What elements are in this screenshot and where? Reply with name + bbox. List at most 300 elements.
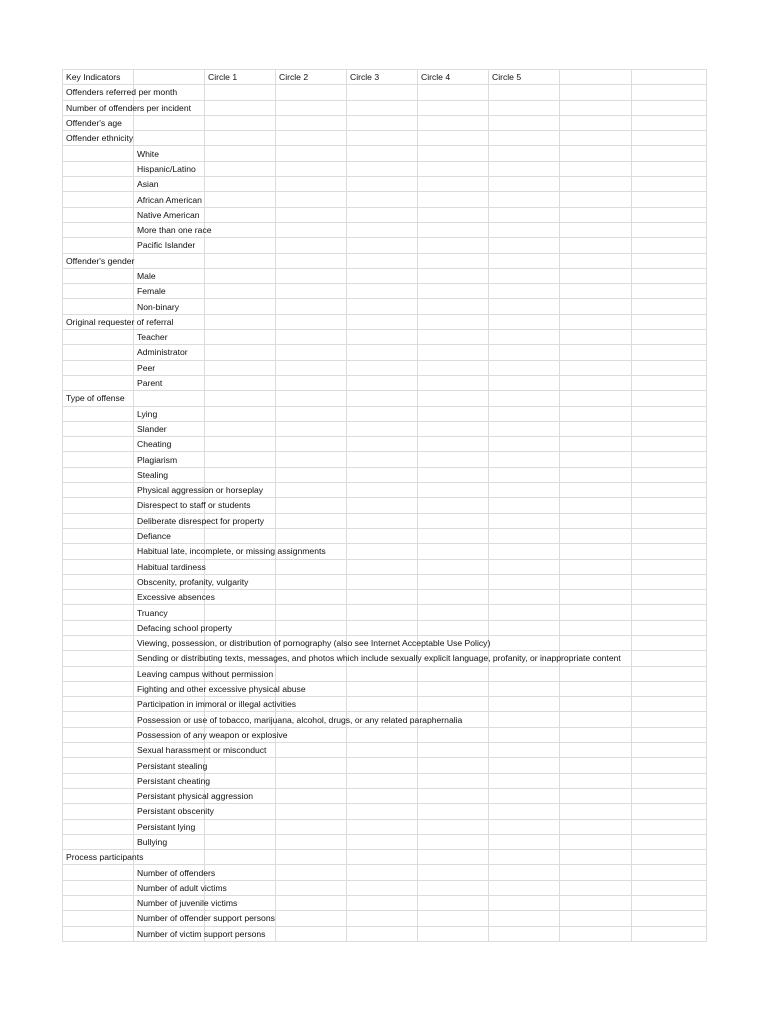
data-cell[interactable] bbox=[276, 559, 347, 574]
data-cell[interactable] bbox=[418, 498, 489, 513]
data-cell[interactable] bbox=[489, 85, 560, 100]
data-cell[interactable] bbox=[489, 681, 560, 696]
data-cell[interactable] bbox=[347, 146, 418, 161]
data-cell[interactable] bbox=[347, 161, 418, 176]
data-cell[interactable] bbox=[276, 115, 347, 130]
data-cell[interactable] bbox=[347, 391, 418, 406]
data-cell[interactable] bbox=[560, 712, 632, 727]
data-cell[interactable] bbox=[489, 345, 560, 360]
data-cell[interactable] bbox=[489, 880, 560, 895]
data-cell[interactable] bbox=[632, 528, 707, 543]
data-cell[interactable] bbox=[489, 253, 560, 268]
data-cell[interactable] bbox=[276, 222, 347, 237]
data-cell[interactable] bbox=[276, 161, 347, 176]
data-cell[interactable] bbox=[418, 467, 489, 482]
data-cell[interactable] bbox=[560, 177, 632, 192]
data-cell[interactable] bbox=[489, 146, 560, 161]
data-cell[interactable] bbox=[632, 314, 707, 329]
data-cell[interactable] bbox=[560, 375, 632, 390]
sub-indicator-cell[interactable]: Number of offenders bbox=[134, 865, 205, 880]
data-cell[interactable] bbox=[276, 314, 347, 329]
data-cell[interactable] bbox=[347, 788, 418, 803]
indicator-cell[interactable] bbox=[63, 911, 134, 926]
data-cell[interactable] bbox=[418, 911, 489, 926]
data-cell[interactable] bbox=[560, 421, 632, 436]
data-cell[interactable] bbox=[632, 911, 707, 926]
data-cell[interactable] bbox=[276, 146, 347, 161]
data-cell[interactable] bbox=[347, 544, 418, 559]
data-cell[interactable] bbox=[347, 192, 418, 207]
data-cell[interactable] bbox=[276, 131, 347, 146]
indicator-cell[interactable] bbox=[63, 681, 134, 696]
data-cell[interactable] bbox=[489, 467, 560, 482]
data-cell[interactable] bbox=[418, 222, 489, 237]
data-cell[interactable] bbox=[276, 804, 347, 819]
data-cell[interactable] bbox=[276, 513, 347, 528]
data-cell[interactable] bbox=[560, 559, 632, 574]
data-cell[interactable] bbox=[489, 406, 560, 421]
data-cell[interactable] bbox=[560, 804, 632, 819]
sub-indicator-cell[interactable]: Hispanic/Latino bbox=[134, 161, 205, 176]
data-cell[interactable] bbox=[276, 375, 347, 390]
data-cell[interactable] bbox=[560, 850, 632, 865]
data-cell[interactable] bbox=[205, 865, 276, 880]
data-cell[interactable] bbox=[418, 926, 489, 941]
indicator-cell[interactable] bbox=[63, 743, 134, 758]
data-cell[interactable] bbox=[560, 574, 632, 589]
data-cell[interactable] bbox=[347, 819, 418, 834]
data-cell[interactable] bbox=[560, 253, 632, 268]
indicator-cell[interactable] bbox=[63, 222, 134, 237]
data-cell[interactable] bbox=[418, 85, 489, 100]
data-cell[interactable] bbox=[276, 528, 347, 543]
indicator-cell[interactable] bbox=[63, 299, 134, 314]
sub-indicator-cell[interactable]: Defacing school property bbox=[134, 620, 205, 635]
data-cell[interactable] bbox=[632, 590, 707, 605]
data-cell[interactable] bbox=[276, 483, 347, 498]
data-cell[interactable] bbox=[632, 85, 707, 100]
data-cell[interactable] bbox=[489, 559, 560, 574]
indicator-cell[interactable]: Type of offense bbox=[63, 391, 134, 406]
data-cell[interactable] bbox=[632, 207, 707, 222]
data-cell[interactable] bbox=[489, 727, 560, 742]
data-cell[interactable] bbox=[560, 590, 632, 605]
data-cell[interactable] bbox=[347, 268, 418, 283]
data-cell[interactable] bbox=[347, 590, 418, 605]
sub-indicator-cell[interactable]: African American bbox=[134, 192, 205, 207]
data-cell[interactable] bbox=[560, 161, 632, 176]
sub-indicator-cell[interactable]: Teacher bbox=[134, 330, 205, 345]
data-cell[interactable] bbox=[632, 177, 707, 192]
data-cell[interactable] bbox=[560, 544, 632, 559]
sub-indicator-cell[interactable]: Leaving campus without permission bbox=[134, 666, 205, 681]
data-cell[interactable] bbox=[560, 360, 632, 375]
data-cell[interactable] bbox=[205, 391, 276, 406]
data-cell[interactable] bbox=[489, 605, 560, 620]
data-cell[interactable] bbox=[347, 620, 418, 635]
data-cell[interactable] bbox=[205, 222, 276, 237]
data-cell[interactable] bbox=[560, 758, 632, 773]
sub-indicator-cell[interactable]: Sexual harassment or misconduct bbox=[134, 743, 205, 758]
data-cell[interactable] bbox=[489, 100, 560, 115]
data-cell[interactable] bbox=[276, 666, 347, 681]
indicator-cell[interactable] bbox=[63, 528, 134, 543]
data-cell[interactable] bbox=[276, 406, 347, 421]
data-cell[interactable] bbox=[560, 391, 632, 406]
data-cell[interactable] bbox=[489, 911, 560, 926]
indicator-cell[interactable] bbox=[63, 284, 134, 299]
data-cell[interactable] bbox=[489, 177, 560, 192]
data-cell[interactable] bbox=[205, 207, 276, 222]
data-cell[interactable] bbox=[560, 743, 632, 758]
data-cell[interactable] bbox=[205, 850, 276, 865]
data-cell[interactable] bbox=[489, 268, 560, 283]
data-cell[interactable] bbox=[560, 926, 632, 941]
data-cell[interactable] bbox=[276, 865, 347, 880]
sub-indicator-cell[interactable]: Persistant lying bbox=[134, 819, 205, 834]
sub-indicator-cell[interactable]: More than one race bbox=[134, 222, 205, 237]
data-cell[interactable] bbox=[205, 452, 276, 467]
sub-indicator-cell[interactable]: Possession of any weapon or explosive bbox=[134, 727, 205, 742]
indicator-cell[interactable] bbox=[63, 437, 134, 452]
data-cell[interactable] bbox=[347, 697, 418, 712]
data-cell[interactable] bbox=[347, 238, 418, 253]
data-cell[interactable] bbox=[347, 437, 418, 452]
data-cell[interactable] bbox=[632, 773, 707, 788]
data-cell[interactable] bbox=[276, 574, 347, 589]
data-cell[interactable] bbox=[418, 406, 489, 421]
data-cell[interactable] bbox=[632, 896, 707, 911]
data-cell[interactable] bbox=[632, 544, 707, 559]
indicator-cell[interactable]: Offender's gender bbox=[63, 253, 134, 268]
data-cell[interactable] bbox=[276, 299, 347, 314]
data-cell[interactable] bbox=[347, 467, 418, 482]
indicator-cell[interactable] bbox=[63, 773, 134, 788]
data-cell[interactable] bbox=[560, 620, 632, 635]
data-cell[interactable] bbox=[560, 681, 632, 696]
data-cell[interactable] bbox=[560, 635, 632, 650]
data-cell[interactable] bbox=[205, 437, 276, 452]
data-cell[interactable] bbox=[418, 574, 489, 589]
sub-indicator-cell[interactable]: Cheating bbox=[134, 437, 205, 452]
data-cell[interactable] bbox=[347, 284, 418, 299]
data-cell[interactable] bbox=[276, 345, 347, 360]
data-cell[interactable] bbox=[489, 131, 560, 146]
sub-indicator-cell[interactable]: Persistant obscenity bbox=[134, 804, 205, 819]
indicator-cell[interactable] bbox=[63, 804, 134, 819]
data-cell[interactable] bbox=[489, 437, 560, 452]
data-cell[interactable] bbox=[632, 330, 707, 345]
indicator-cell[interactable] bbox=[63, 161, 134, 176]
data-cell[interactable] bbox=[632, 100, 707, 115]
sub-indicator-cell[interactable]: Physical aggression or horseplay bbox=[134, 483, 205, 498]
data-cell[interactable] bbox=[418, 528, 489, 543]
indicator-cell[interactable] bbox=[63, 207, 134, 222]
indicator-cell[interactable] bbox=[63, 192, 134, 207]
data-cell[interactable] bbox=[205, 590, 276, 605]
data-cell[interactable] bbox=[205, 773, 276, 788]
data-cell[interactable] bbox=[489, 574, 560, 589]
data-cell[interactable] bbox=[418, 284, 489, 299]
data-cell[interactable] bbox=[205, 284, 276, 299]
data-cell[interactable] bbox=[632, 834, 707, 849]
data-cell[interactable] bbox=[418, 253, 489, 268]
data-cell[interactable] bbox=[560, 865, 632, 880]
data-cell[interactable] bbox=[276, 834, 347, 849]
data-cell[interactable] bbox=[560, 222, 632, 237]
data-cell[interactable] bbox=[489, 375, 560, 390]
data-cell[interactable] bbox=[347, 727, 418, 742]
data-cell[interactable] bbox=[276, 268, 347, 283]
data-cell[interactable] bbox=[560, 896, 632, 911]
data-cell[interactable] bbox=[418, 590, 489, 605]
data-cell[interactable] bbox=[418, 192, 489, 207]
data-cell[interactable] bbox=[418, 421, 489, 436]
sub-indicator-cell[interactable]: Sending or distributing texts, messages, and photos which include sexually explicit language, profanity, or inappropriate content bbox=[134, 651, 205, 666]
data-cell[interactable] bbox=[347, 299, 418, 314]
data-cell[interactable] bbox=[347, 253, 418, 268]
sub-indicator-cell[interactable]: Number of victim support persons bbox=[134, 926, 205, 941]
data-cell[interactable] bbox=[632, 391, 707, 406]
indicator-cell[interactable] bbox=[63, 406, 134, 421]
data-cell[interactable] bbox=[418, 131, 489, 146]
sub-indicator-cell[interactable]: Number of juvenile victims bbox=[134, 896, 205, 911]
data-cell[interactable] bbox=[205, 375, 276, 390]
data-cell[interactable] bbox=[205, 406, 276, 421]
data-cell[interactable] bbox=[632, 192, 707, 207]
sub-indicator-cell[interactable]: Female bbox=[134, 284, 205, 299]
indicator-cell[interactable] bbox=[63, 146, 134, 161]
data-cell[interactable] bbox=[276, 788, 347, 803]
data-cell[interactable] bbox=[632, 605, 707, 620]
data-cell[interactable] bbox=[347, 896, 418, 911]
sub-indicator-cell[interactable]: Persistant stealing bbox=[134, 758, 205, 773]
data-cell[interactable] bbox=[347, 330, 418, 345]
data-cell[interactable] bbox=[276, 452, 347, 467]
data-cell[interactable] bbox=[489, 896, 560, 911]
data-cell[interactable] bbox=[205, 192, 276, 207]
data-cell[interactable] bbox=[418, 391, 489, 406]
data-cell[interactable] bbox=[418, 161, 489, 176]
data-cell[interactable] bbox=[632, 788, 707, 803]
data-cell[interactable] bbox=[632, 880, 707, 895]
data-cell[interactable] bbox=[276, 620, 347, 635]
sub-indicator-cell[interactable]: Possession or use of tobacco, marijuana, alcohol, drugs, or any related paraphernalia bbox=[134, 712, 205, 727]
sub-indicator-cell[interactable]: Number of offender support persons bbox=[134, 911, 205, 926]
data-cell[interactable] bbox=[489, 314, 560, 329]
data-cell[interactable] bbox=[276, 238, 347, 253]
sub-indicator-cell[interactable]: Asian bbox=[134, 177, 205, 192]
data-cell[interactable] bbox=[560, 880, 632, 895]
data-cell[interactable] bbox=[205, 299, 276, 314]
indicator-cell[interactable] bbox=[63, 421, 134, 436]
data-cell[interactable] bbox=[560, 330, 632, 345]
sub-indicator-cell[interactable]: Persistant physical aggression bbox=[134, 788, 205, 803]
indicator-cell[interactable] bbox=[63, 268, 134, 283]
sub-indicator-cell[interactable] bbox=[134, 131, 205, 146]
sub-indicator-cell[interactable]: Bullying bbox=[134, 834, 205, 849]
data-cell[interactable] bbox=[276, 880, 347, 895]
data-cell[interactable] bbox=[489, 635, 560, 650]
sub-indicator-cell[interactable]: Truancy bbox=[134, 605, 205, 620]
indicator-cell[interactable] bbox=[63, 651, 134, 666]
data-cell[interactable] bbox=[205, 314, 276, 329]
data-cell[interactable] bbox=[418, 115, 489, 130]
data-cell[interactable] bbox=[560, 819, 632, 834]
data-cell[interactable] bbox=[205, 804, 276, 819]
data-cell[interactable] bbox=[347, 483, 418, 498]
data-cell[interactable] bbox=[632, 804, 707, 819]
data-cell[interactable] bbox=[489, 299, 560, 314]
data-cell[interactable] bbox=[276, 911, 347, 926]
indicator-cell[interactable] bbox=[63, 238, 134, 253]
data-cell[interactable] bbox=[205, 834, 276, 849]
indicator-cell[interactable]: Offender's age bbox=[63, 115, 134, 130]
data-cell[interactable] bbox=[560, 773, 632, 788]
data-cell[interactable] bbox=[347, 360, 418, 375]
data-cell[interactable] bbox=[276, 284, 347, 299]
data-cell[interactable] bbox=[489, 207, 560, 222]
data-cell[interactable] bbox=[276, 819, 347, 834]
data-cell[interactable] bbox=[418, 681, 489, 696]
sub-indicator-cell[interactable]: Native American bbox=[134, 207, 205, 222]
indicator-cell[interactable] bbox=[63, 834, 134, 849]
data-cell[interactable] bbox=[276, 421, 347, 436]
indicator-cell[interactable] bbox=[63, 926, 134, 941]
data-cell[interactable] bbox=[347, 865, 418, 880]
data-cell[interactable] bbox=[560, 483, 632, 498]
data-cell[interactable] bbox=[418, 375, 489, 390]
data-cell[interactable] bbox=[418, 727, 489, 742]
data-cell[interactable] bbox=[205, 758, 276, 773]
data-cell[interactable] bbox=[489, 620, 560, 635]
data-cell[interactable] bbox=[560, 345, 632, 360]
header-cell[interactable]: Circle 1 bbox=[205, 70, 276, 85]
data-cell[interactable] bbox=[276, 498, 347, 513]
data-cell[interactable] bbox=[418, 330, 489, 345]
data-cell[interactable] bbox=[560, 115, 632, 130]
data-cell[interactable] bbox=[347, 834, 418, 849]
data-cell[interactable] bbox=[347, 406, 418, 421]
data-cell[interactable] bbox=[489, 528, 560, 543]
data-cell[interactable] bbox=[560, 605, 632, 620]
data-cell[interactable] bbox=[489, 115, 560, 130]
data-cell[interactable] bbox=[632, 161, 707, 176]
data-cell[interactable] bbox=[205, 238, 276, 253]
data-cell[interactable] bbox=[418, 314, 489, 329]
data-cell[interactable] bbox=[560, 146, 632, 161]
indicator-cell[interactable] bbox=[63, 635, 134, 650]
data-cell[interactable] bbox=[489, 161, 560, 176]
data-cell[interactable] bbox=[418, 207, 489, 222]
sub-indicator-cell[interactable]: Male bbox=[134, 268, 205, 283]
data-cell[interactable] bbox=[560, 314, 632, 329]
sub-indicator-cell[interactable]: Plagiarism bbox=[134, 452, 205, 467]
data-cell[interactable] bbox=[632, 131, 707, 146]
data-cell[interactable] bbox=[347, 115, 418, 130]
header-cell[interactable]: Circle 5 bbox=[489, 70, 560, 85]
data-cell[interactable] bbox=[418, 513, 489, 528]
data-cell[interactable] bbox=[276, 207, 347, 222]
data-cell[interactable] bbox=[276, 360, 347, 375]
data-cell[interactable] bbox=[276, 437, 347, 452]
data-cell[interactable] bbox=[276, 926, 347, 941]
data-cell[interactable] bbox=[632, 574, 707, 589]
data-cell[interactable] bbox=[560, 666, 632, 681]
data-cell[interactable] bbox=[632, 681, 707, 696]
data-cell[interactable] bbox=[347, 681, 418, 696]
indicator-cell[interactable] bbox=[63, 574, 134, 589]
data-cell[interactable] bbox=[276, 85, 347, 100]
data-cell[interactable] bbox=[276, 100, 347, 115]
data-cell[interactable] bbox=[489, 773, 560, 788]
data-cell[interactable] bbox=[347, 131, 418, 146]
indicator-cell[interactable] bbox=[63, 758, 134, 773]
data-cell[interactable] bbox=[632, 406, 707, 421]
data-cell[interactable] bbox=[489, 804, 560, 819]
data-cell[interactable] bbox=[205, 146, 276, 161]
data-cell[interactable] bbox=[418, 177, 489, 192]
data-cell[interactable] bbox=[418, 788, 489, 803]
header-cell[interactable]: Circle 3 bbox=[347, 70, 418, 85]
data-cell[interactable] bbox=[632, 865, 707, 880]
data-cell[interactable] bbox=[347, 100, 418, 115]
data-cell[interactable] bbox=[632, 727, 707, 742]
header-cell[interactable] bbox=[560, 70, 632, 85]
header-cell[interactable] bbox=[134, 70, 205, 85]
indicator-cell[interactable] bbox=[63, 452, 134, 467]
indicator-cell[interactable] bbox=[63, 697, 134, 712]
data-cell[interactable] bbox=[276, 896, 347, 911]
data-cell[interactable] bbox=[632, 452, 707, 467]
indicator-cell[interactable] bbox=[63, 788, 134, 803]
data-cell[interactable] bbox=[418, 743, 489, 758]
data-cell[interactable] bbox=[560, 268, 632, 283]
data-cell[interactable] bbox=[205, 819, 276, 834]
data-cell[interactable] bbox=[489, 712, 560, 727]
data-cell[interactable] bbox=[489, 865, 560, 880]
data-cell[interactable] bbox=[418, 666, 489, 681]
data-cell[interactable] bbox=[418, 880, 489, 895]
data-cell[interactable] bbox=[632, 651, 707, 666]
data-cell[interactable] bbox=[205, 528, 276, 543]
data-cell[interactable] bbox=[632, 437, 707, 452]
indicator-cell[interactable]: Process participants bbox=[63, 850, 134, 865]
data-cell[interactable] bbox=[418, 605, 489, 620]
data-cell[interactable] bbox=[347, 513, 418, 528]
data-cell[interactable] bbox=[489, 926, 560, 941]
data-cell[interactable] bbox=[418, 483, 489, 498]
data-cell[interactable] bbox=[418, 850, 489, 865]
data-cell[interactable] bbox=[205, 345, 276, 360]
data-cell[interactable] bbox=[347, 528, 418, 543]
sub-indicator-cell[interactable]: White bbox=[134, 146, 205, 161]
data-cell[interactable] bbox=[418, 697, 489, 712]
data-cell[interactable] bbox=[632, 421, 707, 436]
data-cell[interactable] bbox=[347, 758, 418, 773]
data-cell[interactable] bbox=[418, 804, 489, 819]
data-cell[interactable] bbox=[632, 513, 707, 528]
data-cell[interactable] bbox=[560, 834, 632, 849]
header-cell[interactable]: Circle 2 bbox=[276, 70, 347, 85]
data-cell[interactable] bbox=[632, 253, 707, 268]
data-cell[interactable] bbox=[632, 284, 707, 299]
data-cell[interactable] bbox=[560, 131, 632, 146]
data-cell[interactable] bbox=[560, 467, 632, 482]
data-cell[interactable] bbox=[418, 437, 489, 452]
indicator-cell[interactable] bbox=[63, 880, 134, 895]
indicator-cell[interactable] bbox=[63, 513, 134, 528]
